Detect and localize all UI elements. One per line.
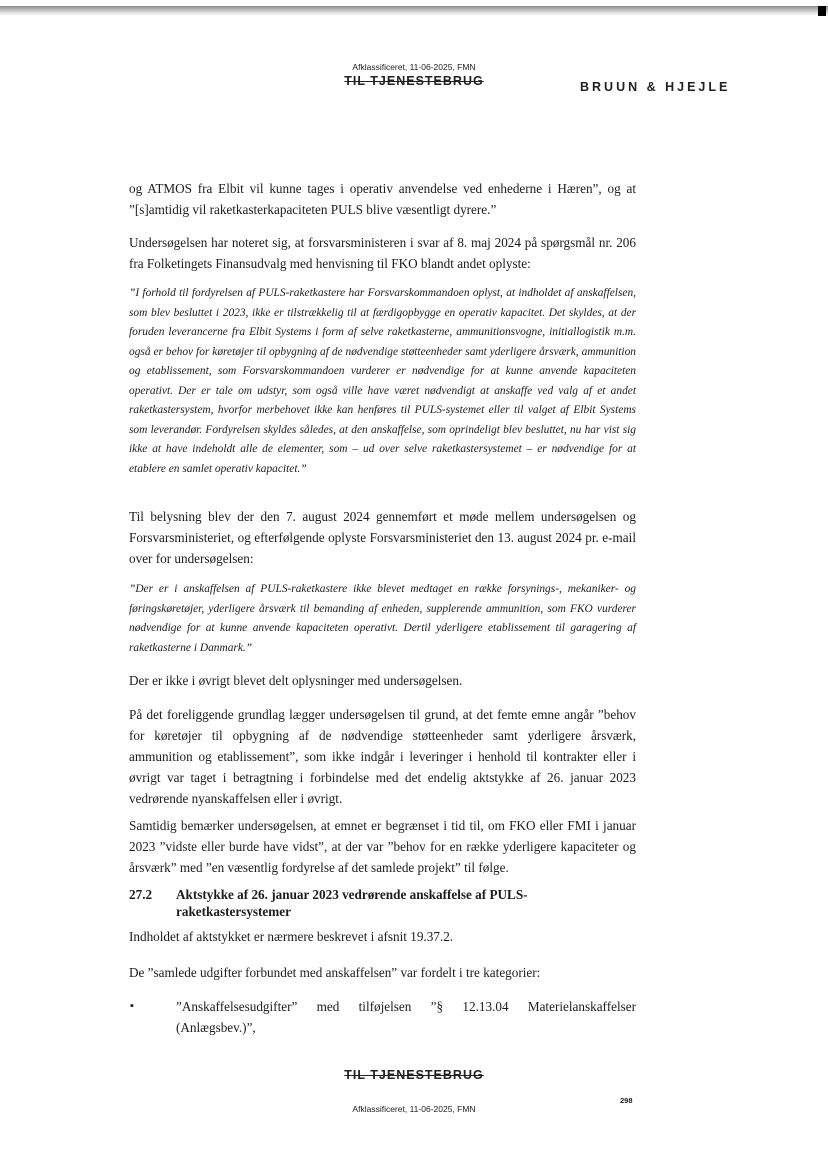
scan-mark (818, 6, 826, 16)
paragraph-5: På det foreliggende grundlag lægger undersøgelsen til grund, at det femte emne angår ”behov for køretøjer til opbygning af de nødvendige støtteenheder samt yderligere årsværk, ammunition og etablissement”, som ikke indgår i leveringer i henhold til kontrakter eller i øvrigt var taget i betragtning i forbindelse med det endelig aktstykke af 26. januar 2023 vedrørende nyanskaffelsen eller i øvrigt. (129, 707, 636, 806)
section-title: Aktstykke af 26. januar 2023 vedrørende anskaffelse af PULS-raketkastersystemer (176, 887, 528, 919)
paragraph-1: og ATMOS fra Elbit vil kunne tages i operativ anvendelse ved enhederne i Hæren”, og at ”[s]amtidig vil raketkasterkapaciteten PULS blive væsentligt dyrere.” (129, 181, 636, 217)
paragraph-3: Til belysning blev der den 7. august 2024 gennemført et møde mellem undersøgelsen og Forsvarsministeriet, og efterfølgende oplyste Forsvarsministeriet den 13. august 2024 pr. e-mail over for undersøgelsen: (129, 509, 636, 566)
paragraph-8: De ”samlede udgifter forbundet med anskaffelsen” var fordelt i tre kategorier: (129, 965, 541, 980)
quote-block-1: ”I forhold til fordyrelsen af PULS-raketkastere har Forsvarskommandoen oplyst, at indholdet af anskaffelsen, som blev besluttet i 2023, ikke er tilstrækkelig til at færdigopbygge en operativ kapacitet. Det skyldes, at der foruden leverancerne fra Elbit Systems i form af selve raketkasterne, ammunitionsvogne, initiallogistik m.m. også er behov for køretøjer til opbygning af de nødvendige støtteenheder samt yderligere årsværk, ammunition og etablissement, som Forsvarskommandoen vurderer er nødvendige for at kunne anvende kapaciteten operativt. Der er tale om udstyr, som også ville have været nødvendigt at anskaffe ved valg af et andet raketkastersystem, hvorfor merbehovet ikke kan henføres til PULS-systemet eller til valget af Elbit Systems som leverandør. Fordyrelsen skyldes således, at den anskaffelse, som oprindeligt blev besluttet, nu har vist sig ikke at have indeholdt alle de elementer, som – ud over selve raketkastersystemet – er nødvendige for at etablere en samlet operativ kapacitet.” (129, 287, 636, 475)
paragraph-6: Samtidig bemærker undersøgelsen, at emnet er begrænset i tid til, om FKO eller FMI i januar 2023 ”vidste eller burde have vidst”, at der var ”behov for en række yderligere kapaciteter og årsværk” med ”en væsentlig fordyrelse af det samlede projekt” til følge. (129, 818, 636, 875)
declassified-stamp-top: Afklassificeret, 11-06-2025, FMN (352, 62, 476, 72)
section-number: 27.2 (129, 887, 153, 902)
brand-logo: BRUUN & HJEJLE (580, 80, 731, 94)
bullet-item-1: ”Anskaffelsesudgifter” med tilføjelsen ”§ 12.13.04 Materielanskaffelser (Anlægsbev.)”, (176, 999, 636, 1035)
paragraph-7: Indholdet af aktstykket er nærmere beskrevet i afsnit 19.37.2. (129, 929, 454, 944)
classification-footer: TIL TJENESTEBRUG (344, 1068, 484, 1082)
section-heading (129, 886, 636, 920)
declassified-stamp-bottom: Afklassificeret, 11-06-2025, FMN (352, 1104, 476, 1114)
page-number: 298 (620, 1096, 633, 1105)
classification-header: TIL TJENESTEBRUG (344, 74, 484, 88)
bullet-icon: ▪ (130, 1000, 134, 1012)
quote-block-2: ”Der er i anskaffelsen af PULS-raketkastere ikke blevet medtaget en række forsynings-, mekaniker- og føringskøretøjer, yderligere årsværk til bemanding af enheden, supplerende ammunition, som FKO vurderer nødvendige for at kunne anvende kapaciteten operativt. Dertil yderligere etablissement til garagering af raketkasterne i Danmark.” (129, 583, 636, 654)
paragraph-2: Undersøgelsen har noteret sig, at forsvarsministeren i svar af 8. maj 2024 på spørgsmål nr. 206 fra Folketingets Finansudvalg med henvisning til FKO blandt andet oplyste: (129, 235, 636, 271)
scan-edge (0, 6, 828, 16)
paragraph-4: Der er ikke i øvrigt blevet delt oplysninger med undersøgelsen. (129, 673, 463, 688)
